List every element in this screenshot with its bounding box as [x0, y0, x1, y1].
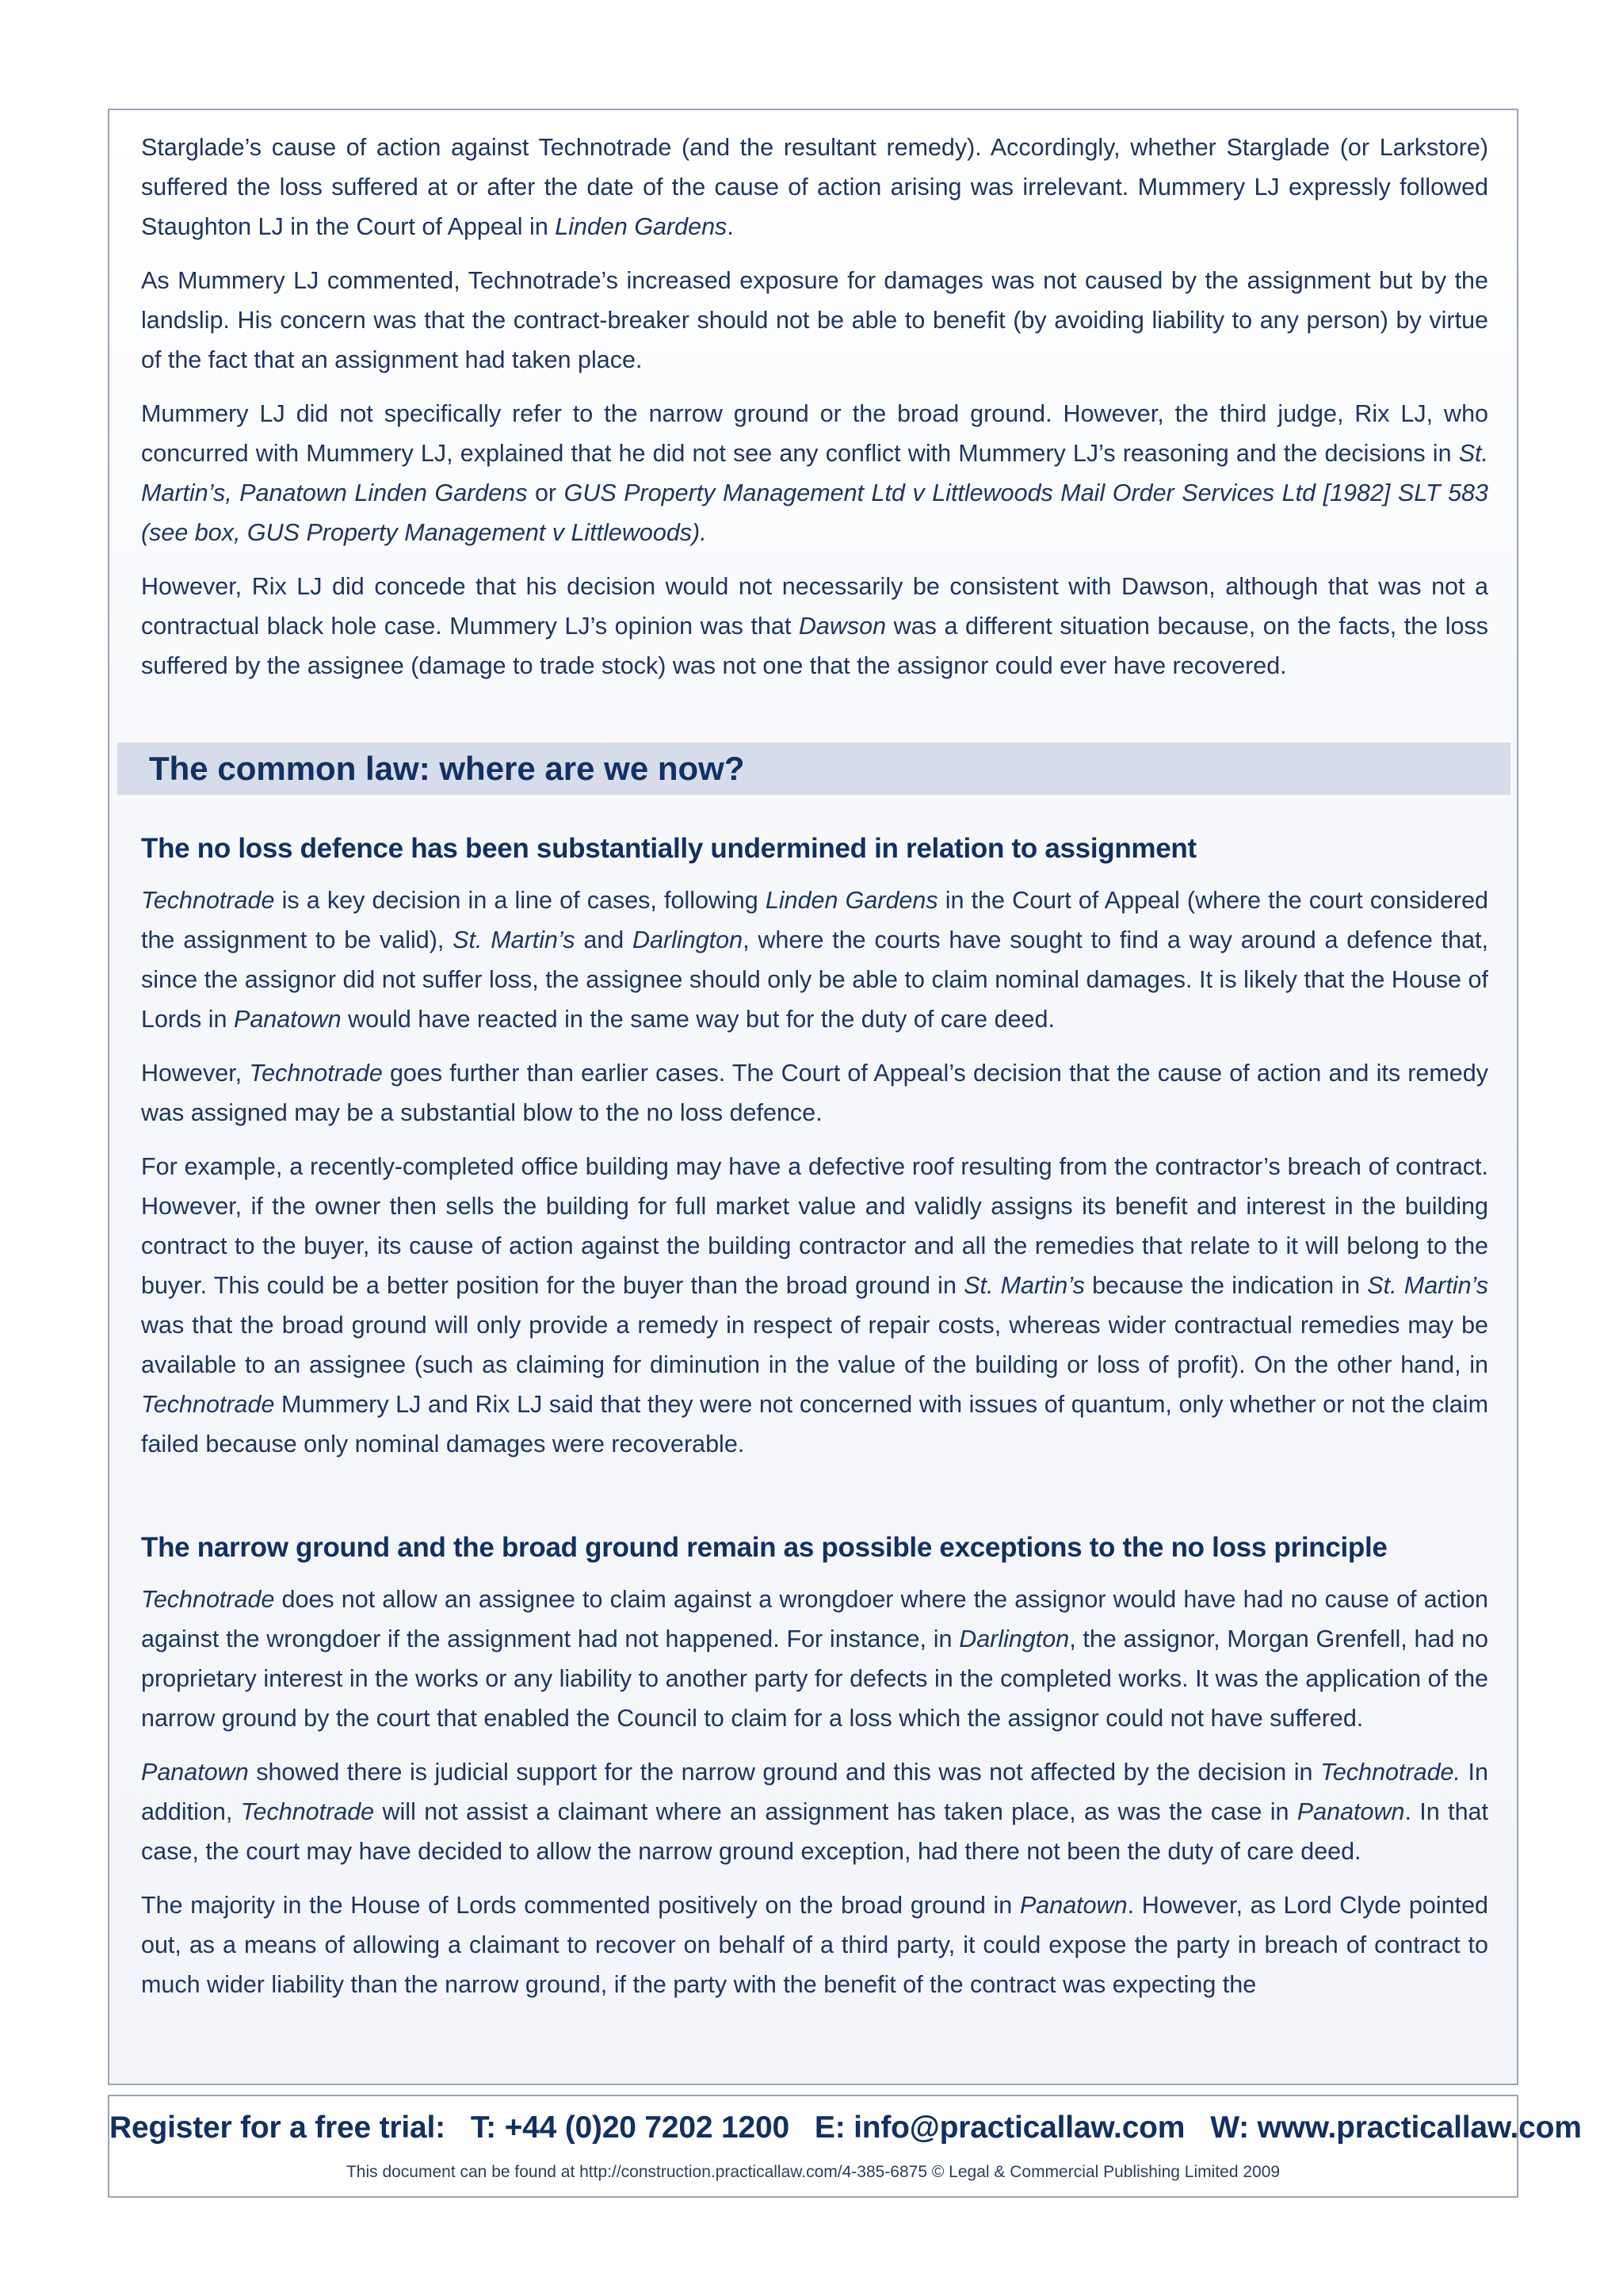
paragraph	[141, 128, 1488, 246]
paragraph	[141, 567, 1488, 686]
text-run: Starglade’s cause of action against Technotrade (and the resultant remedy). Accordingly, whether Starglade (or Larkstore) suffered the loss suffered at or after the date of the cause of action arising was irrelevant. Mummery LJ expressly followed Staughton LJ in the Court of Appeal in	[141, 134, 1488, 240]
article-frame	[108, 109, 1518, 2085]
text-run: is a key decision in a line of cases, following	[274, 887, 766, 914]
text-run: .	[727, 213, 734, 240]
case-name: Panatown	[1296, 1798, 1405, 1825]
case-name: St. Martin’s	[453, 926, 575, 953]
case-name: GUS Property Management Ltd v Littlewoods Mail Order Services Ltd [1982] SLT 583 (see box, GUS Property Management v Littlewoods).	[141, 479, 1488, 546]
text-run: showed there is judicial support for the narrow ground and this was not affected by the decision in	[248, 1759, 1321, 1786]
case-name: Technotrade.	[1320, 1759, 1461, 1786]
case-name: Technotrade	[141, 1586, 275, 1613]
paragraph	[141, 1053, 1488, 1133]
text-run: . However, as Lord Clyde pointed out, as a means of allowing a claimant to recover on behalf of a third party, it could expose the party in breach of contract to much wider liability than the narrow ground, if the party with the benefit of the contract was expecting the	[141, 1892, 1488, 1998]
subsection-narrow-broad-ground	[141, 1529, 1488, 2019]
paragraph	[141, 261, 1488, 380]
case-name: Darlington	[959, 1626, 1070, 1652]
text-run: The majority in the House of Lords commented positively on the broad ground in	[141, 1892, 1020, 1919]
text-run: was a different situation because, on the facts, the loss suffered by the assignee (damage to trade stock) was not one that the assignor could ever have recovered.	[141, 613, 1488, 679]
case-name: Technotrade	[249, 1060, 383, 1087]
text-run: , the assignor, Morgan Grenfell, had no proprietary interest in the works or any liability to another party for defects in the completed works. It was the application of the narrow ground by the court that enabled the Council to claim for a loss which the assignor could not have suffered.	[141, 1626, 1488, 1732]
footer-contact-line: Register for a free trial: T: +44 (0)20 7202 1200 E: info@practicallaw.com W: www.practicallaw.com	[109, 2111, 1582, 2145]
paragraph	[141, 1885, 1488, 2004]
text-run: or	[527, 479, 564, 506]
subsection-body	[141, 881, 1488, 1464]
text-run: However, Rix LJ did concede that his decision would not necessarily be consistent with Dawson, although that was not a contractual black hole case. Mummery LJ’s opinion was that	[141, 573, 1488, 640]
case-name: Technotrade	[240, 1798, 375, 1825]
subsection-heading: The no loss defence has been substantially undermined in relation to assignment	[141, 833, 1197, 864]
text-run: in the Court of Appeal (where the court considered the assignment to be valid),	[141, 887, 1488, 953]
subsection-body	[141, 1580, 1488, 2004]
text-run: As Mummery LJ commented, Technotrade’s increased exposure for damages was not caused by the assignment but by the landslip. His concern was that the contract-breaker should not be able to benefit (by avoiding liability to any person) by virtue of the fact that an assignment had taken place.	[141, 267, 1488, 373]
text-run: will not assist a claimant where an assignment has taken place, as was the case in	[374, 1798, 1297, 1825]
text-run: was that the broad ground will only provide a remedy in respect of repair costs, whereas wider contractual remedies may be available to an assignee (such as claiming for diminution in the value of the building or loss of profit). On the other hand, in	[141, 1312, 1488, 1378]
footer-document-note: This document can be found at http://construction.practicallaw.com/4-385-6875 © Legal & Commercial Publishing Limited 2009	[346, 2163, 1281, 2181]
text-run: . In that case, the court may have decided to allow the narrow ground exception, had there not been the duty of care deed.	[141, 1798, 1488, 1865]
text-run: and	[575, 926, 633, 953]
paragraph	[141, 1580, 1488, 1738]
text-run: For example, a recently-completed office building may have a defective roof resulting from the contractor’s breach of contract. However, if the owner then sells the building for full market value and validly assigns its benefit and interest in the building contract to the buyer, its cause of action against the building contractor and all the remedies that relate to it will belong to the buyer. This could be a better position for the buyer than the broad ground in	[141, 1153, 1488, 1299]
footer	[108, 2095, 1582, 2198]
case-name: St. Martin’s, Panatown Linden Gardens	[141, 440, 1488, 506]
text-run: does not allow an assignee to claim against a wrongdoer where the assignor would have had no cause of action against the wrongdoer if the assignment had not happened. For instance, in	[141, 1586, 1488, 1652]
section-header-bar	[117, 743, 1510, 795]
text-run: In addition,	[141, 1759, 1488, 1825]
text-run: Mummery LJ and Rix LJ said that they were not concerned with issues of quantum, only whether or not the claim failed because only nominal damages were recoverable.	[141, 1391, 1488, 1457]
subsection-heading: The narrow ground and the broad ground remain as possible exceptions to the no loss principle	[141, 1532, 1388, 1563]
case-name: Panatown	[1019, 1892, 1128, 1919]
case-name: St. Martin’s	[964, 1272, 1085, 1299]
subsection-no-loss-defence	[141, 830, 1488, 1478]
text-run: However,	[141, 1060, 250, 1087]
case-name: Linden Gardens	[765, 887, 938, 914]
paragraph	[141, 394, 1488, 552]
case-name: Technotrade	[141, 1391, 275, 1418]
case-name: Panatown	[141, 1759, 249, 1786]
text-run: goes further than earlier cases. The Court of Appeal’s decision that the cause of action and its remedy was assigned may be a substantial blow to the no loss defence.	[141, 1060, 1488, 1126]
text-run: because the indication in	[1084, 1272, 1368, 1299]
case-name: Panatown	[233, 1006, 342, 1033]
paragraph	[141, 881, 1488, 1039]
top-paragraphs	[141, 128, 1488, 700]
text-run: , where the courts have sought to find a way around a defence that, since the assignor did not suffer loss, the assignee should only be able to claim nominal damages. It is likely that the House of Lords in	[141, 926, 1488, 1033]
text-run: would have reacted in the same way but for the duty of care deed.	[341, 1006, 1055, 1033]
case-name: Darlington	[632, 926, 743, 953]
paragraph	[141, 1147, 1488, 1464]
case-name: Technotrade	[141, 887, 275, 914]
text-run: Mummery LJ did not specifically refer to the narrow ground or the broad ground. However, the third judge, Rix LJ, who concurred with Mummery LJ, explained that he did not see any conflict with Mummery LJ’s reasoning and the decisions in	[141, 400, 1488, 467]
case-name: St. Martin’s	[1367, 1272, 1489, 1299]
paragraph	[141, 1752, 1488, 1871]
section-title: The common law: where are we now?	[149, 750, 745, 787]
case-name: Dawson	[798, 613, 887, 640]
case-name: Linden Gardens	[555, 213, 727, 240]
